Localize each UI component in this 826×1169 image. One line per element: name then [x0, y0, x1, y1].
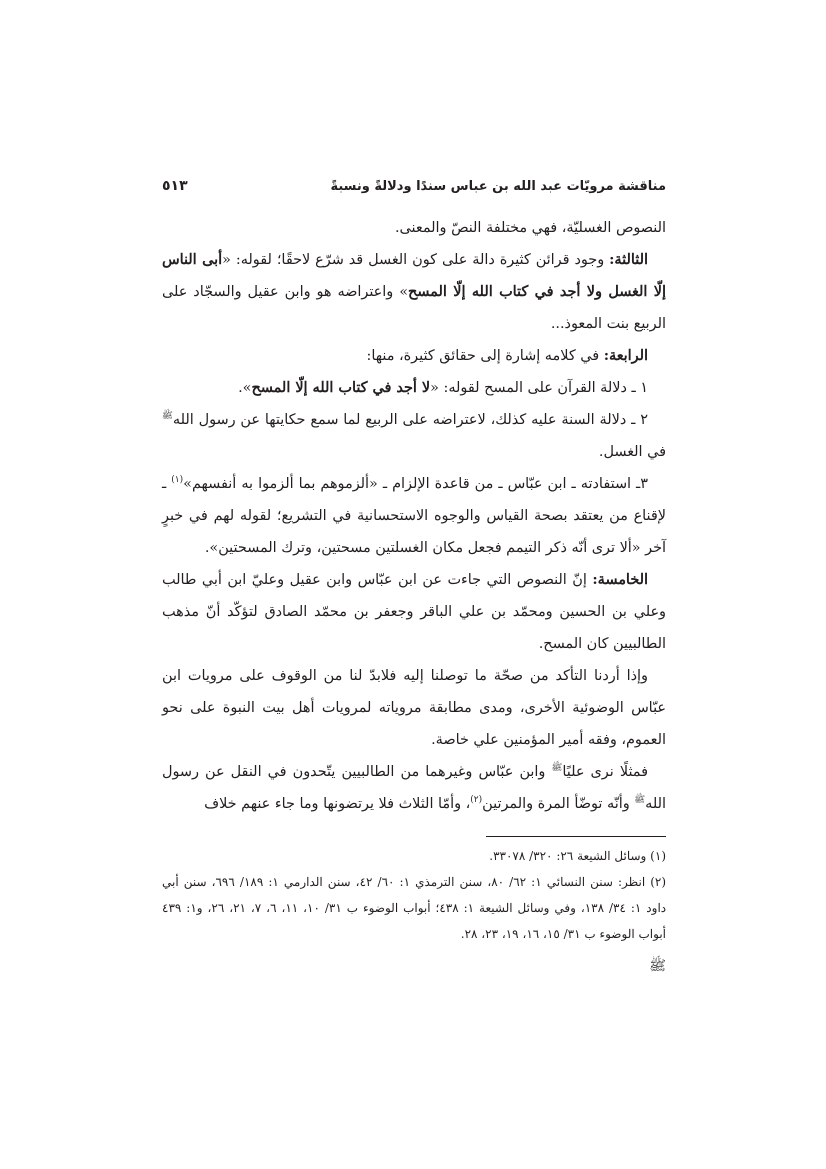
- paragraph-1: [162, 212, 666, 244]
- book-page: [162, 178, 666, 977]
- page-number: ٥١٣: [162, 178, 188, 194]
- footnote-2: (٢) انظر: سنن النسائي ١: ٦٢/ ٨٠، سنن الترمذي ١: ٦٠/ ٤٢، سنن الدارمي ١: ١٨٩/ ٦٩٦، سنن أبي داود ١: ٣٤/ ١٣٨، وفي وسائل الشيعة ١: ٤٣٨؛ أبواب الوضوء ب ٣١/ ١٠، ١١، ٦، ٧، ٢١، ٢٦، و١: ٤٣٩ أبواب الوضوء ب ٣١/ ١٥، ١٦، ١٩، ٢٣، ٢٨.: [162, 875, 667, 941]
- point-label: الخامسة:: [592, 571, 648, 588]
- paragraph-text: وجود قرائن كثيرة دالة على كون الغسل قد شرّع لاحقًا؛ لقوله: «: [222, 252, 610, 268]
- paragraph-text: فمثلًا نرى عليًا: [562, 764, 648, 780]
- paragraph-fifth: [162, 564, 666, 660]
- paragraph-text: ، وأمّا الثلاث فلا يرتضونها وما جاء عنهم خلاف: [204, 796, 471, 812]
- honorific-glyph: ﷺ: [634, 795, 646, 806]
- list-item-1: [162, 372, 666, 404]
- honorific-glyph: ﷺ: [551, 763, 563, 774]
- paragraph-text: ٢ ـ دلالة السنة عليه كذلك، لاعتراضه على الربيع لما سمع حكايتها عن رسول الله: [172, 412, 648, 428]
- paragraph-text: في كلامه إشارة إلى حقائق كثيرة، منها:: [366, 348, 604, 364]
- paragraph-text: النصوص الغسليّة، فهي مختلفة النصّ والمعنى.: [394, 220, 666, 236]
- footnote-ref-2[interactable]: (٢): [470, 795, 483, 806]
- paragraph-fourth: [162, 340, 666, 372]
- quote-bold: لا أجد في كتاب الله إلّا المسح: [251, 379, 431, 396]
- paragraph-text: وابن عبّاس وغيرهما من الطالبيين يتّحدون في النقل عن رسول الله: [162, 764, 666, 812]
- list-item-3: [162, 468, 666, 564]
- point-label: الرابعة:: [603, 347, 648, 364]
- footnote-ref-1[interactable]: (١): [171, 475, 184, 486]
- paragraph-verification: [162, 660, 666, 756]
- list-item-2: [162, 404, 666, 468]
- paragraph-third: [162, 244, 666, 340]
- paragraph-text: وأنّه توضّأ المرة والمرتين: [482, 796, 635, 812]
- paragraph-example: [162, 756, 666, 820]
- paragraph-text: إنّ النصوص التي جاءت عن ابن عبّاس وابن عقيل وعليّ ابن أبي طالب وعلي بن الحسين ومحمّد بن علي الباقر وجعفر بن محمّد الصادق لتؤكّد أنّ مذهب الطالبيين كان المسح.: [162, 572, 666, 652]
- paragraph-text: في الغسل.: [598, 444, 666, 460]
- footnote-divider: [486, 836, 666, 837]
- footnotes: [162, 843, 666, 947]
- paragraph-text: ٣ـ استفادته ـ ابن عبّاس ـ من قاعدة الإلزام ـ «ألزموهم بما ألزموا به أنفسهم»: [183, 476, 649, 492]
- paragraph-text: وإذا أردنا التأكد من صحّة ما توصلنا إليه فلابدّ لنا من الوقوف على مرويات ابن عبّاس الوضوئية الأخرى، ومدى مطابقة مروياته لمرويات أهل بيت النبوة على نحو العموم، وفقه أمير المؤمنين علي خاصة.: [162, 668, 666, 748]
- paragraph-text: ».: [238, 380, 252, 396]
- page-end-mark: ﷺ: [649, 958, 666, 974]
- honorific-glyph: ﷺ: [162, 411, 173, 422]
- body-text: [162, 212, 666, 820]
- quote-bold: أبى الناس إلّا الغسل ولا أجد في كتاب الله إلّا المسح: [162, 251, 666, 300]
- paragraph-text: » واعتراضه هو وابن عقيل والسجّاد على الربيع بنت المعوذ...: [162, 284, 666, 332]
- page-header: [162, 178, 666, 208]
- paragraph-text: ـ لإقناع من يعتقد بصحة القياس والوجوه الاستحسانية في التشريع؛ لقوله لهم في خبرٍ آخر «ألا ترى أنّه ذكر التيمم فجعل مكان الغسلتين مسحتين، وترك المسحتين».: [162, 476, 666, 556]
- paragraph-text: ١ ـ دلالة القرآن على المسح لقوله: «: [430, 380, 648, 396]
- footnote-1: (١) وسائل الشيعة ٢٦: ٣٢٠/ ٣٣٠٧٨.: [489, 849, 666, 863]
- running-title: مناقشة مرويّات عبد الله بن عباس سندًا ودلالةً ونسبةً: [330, 179, 666, 194]
- point-label: الثالثة:: [609, 251, 648, 268]
